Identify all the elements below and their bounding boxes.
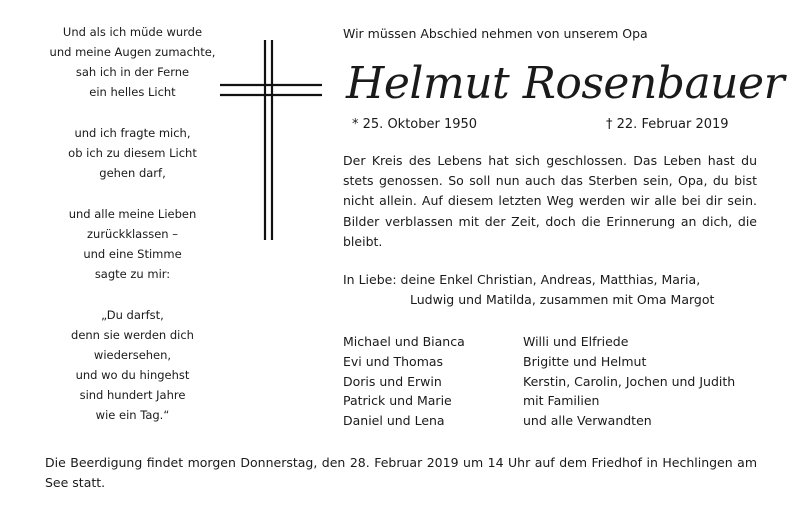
family-signature-line: In Liebe: deine Enkel Christian, Andreas, Matthias, Maria, bbox=[343, 272, 701, 287]
mourner-entry: Kerstin, Carolin, Jochen und Judith bbox=[523, 373, 736, 389]
poem-line: sah ich in der Ferne bbox=[75, 65, 190, 79]
poem-line: und eine Stimme bbox=[83, 247, 182, 261]
poem-stanza bbox=[20, 204, 245, 284]
death-date: † 22. Februar 2019 bbox=[606, 117, 729, 132]
mourner-entry: Doris und Erwin bbox=[343, 373, 442, 389]
cross-icon bbox=[220, 40, 322, 240]
poem-line: gehen darf, bbox=[99, 166, 166, 180]
poem bbox=[20, 22, 245, 446]
birth-date: * 25. Oktober 1950 bbox=[352, 117, 478, 132]
poem-line: Und als ich müde wurde bbox=[62, 25, 203, 39]
poem-line: und wo du hingehst bbox=[75, 368, 190, 382]
poem-stanza bbox=[20, 22, 245, 102]
poem-line: und ich fragte mich, bbox=[74, 126, 191, 140]
mourner-entry: Willi und Elfriede bbox=[523, 334, 629, 349]
mourners-right-column bbox=[523, 332, 773, 431]
mourner-entry: Daniel und Lena bbox=[343, 413, 445, 429]
poem-line: denn sie werden dich bbox=[71, 328, 194, 342]
mourner-entry: Michael und Bianca bbox=[343, 334, 465, 349]
poem-line: zurückklassen – bbox=[87, 227, 178, 241]
deceased-name: Helmut Rosenbauer bbox=[346, 58, 785, 109]
poem-stanza bbox=[20, 305, 245, 425]
poem-line: wie ein Tag.“ bbox=[95, 408, 170, 422]
poem-line: und meine Augen zumachte, bbox=[49, 45, 216, 59]
poem-line: ein helles Licht bbox=[89, 85, 176, 99]
poem-line: sagte zu mir: bbox=[94, 267, 171, 281]
family-signature-line: Ludwig und Matilda, zusammen mit Oma Margot bbox=[410, 292, 715, 307]
family-signature bbox=[343, 270, 773, 310]
funeral-announcement: Die Beerdigung findet morgen Donnerstag, den 28. Februar 2019 um 14 Uhr auf dem Friedhof in Hechlingen am See statt. bbox=[45, 455, 757, 490]
poem-stanza bbox=[20, 123, 245, 183]
mourner-entry: und alle Verwandten bbox=[523, 413, 652, 429]
mourner-entry: mit Familien bbox=[523, 393, 600, 409]
poem-line: wiedersehen, bbox=[93, 348, 172, 362]
memorial-text: Der Kreis des Lebens hat sich geschlossen. Das Leben hast du stets genossen. So soll nun auch das Sterben sein, Opa, du bist nicht allein. Auf diesem letzten Weg werden wir alle bei dir sein. Bilder verblassen mit der Zeit, doch die Erinnerung an dich, die bleibt. bbox=[343, 153, 757, 249]
mourner-entry: Brigitte und Helmut bbox=[523, 353, 647, 369]
poem-line: ob ich zu diesem Licht bbox=[68, 146, 197, 160]
poem-line: und alle meine Lieben bbox=[68, 207, 197, 221]
poem-line: „Du darfst, bbox=[101, 308, 164, 322]
poem-line: sind hundert Jahre bbox=[79, 388, 186, 402]
mourner-entry: Evi und Thomas bbox=[343, 353, 444, 369]
mourners-left-column bbox=[343, 332, 513, 431]
intro-line: Wir müssen Abschied nehmen von unserem Opa bbox=[343, 26, 648, 41]
mourner-entry: Patrick und Marie bbox=[343, 393, 452, 409]
